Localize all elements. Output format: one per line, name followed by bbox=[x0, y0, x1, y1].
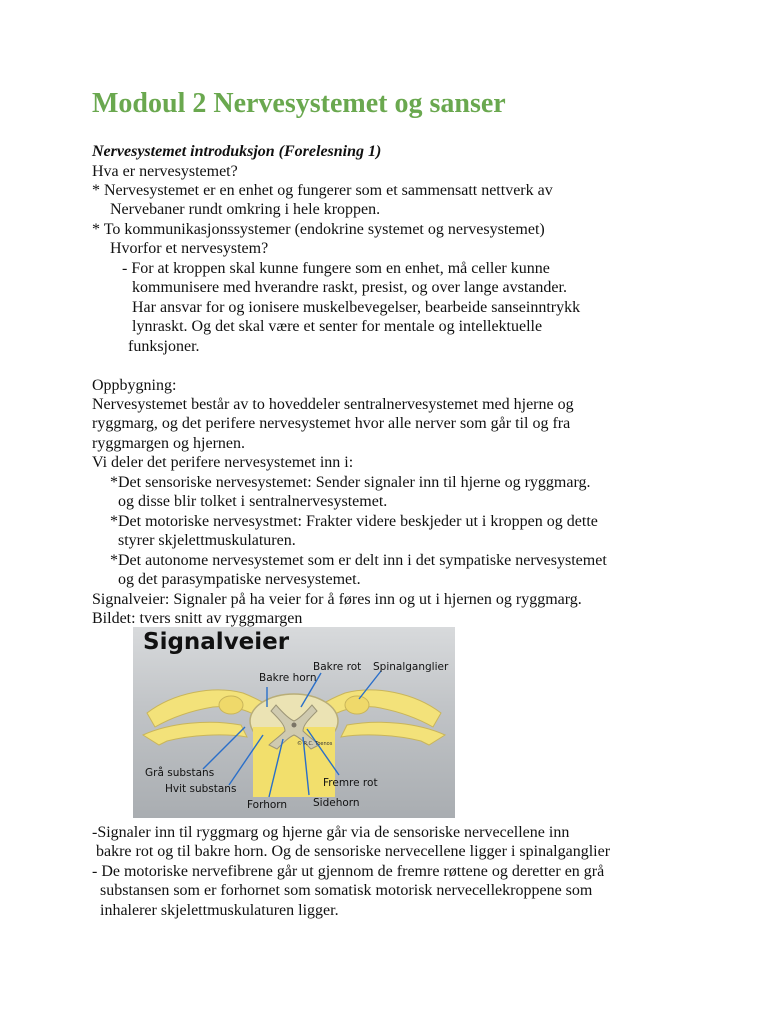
text-line: Hva er nervesystemet? bbox=[92, 163, 238, 180]
text-line: Bildet: tvers snitt av ryggmargen bbox=[92, 610, 303, 627]
text-line: - De motoriske nervefibrene går ut gjennom de fremre røttene og deretter en grå bbox=[92, 863, 605, 880]
text-line: og disse blir tolket i sentralnervesystemet. bbox=[118, 493, 388, 510]
central-canal bbox=[292, 723, 297, 728]
text-line: -Signaler inn til ryggmarg og hjerne går via de sensoriske nervecellene inn bbox=[92, 824, 570, 841]
text-line: * To kommunikasjonssystemer (endokrine systemet og nervesystemet) bbox=[92, 221, 545, 238]
text-line: ryggmargen og hjernen. bbox=[92, 435, 245, 452]
section-heading: Nervesystemet introduksjon (Forelesning 1) bbox=[92, 143, 382, 160]
right-ganglion bbox=[345, 696, 369, 714]
text-line: funksjoner. bbox=[128, 338, 200, 355]
text-line: ryggmarg, og det perifere nervesystemet hvor alle nerver som går til og fra bbox=[92, 415, 571, 432]
label-bakre-rot: Bakre rot bbox=[313, 661, 362, 673]
text-line: Signalveier: Signaler på ha veier for å føres inn og ut i hjernen og ryggmarg. bbox=[92, 591, 582, 608]
spinal-cord-figure bbox=[133, 627, 455, 818]
left-nerve-upper bbox=[147, 690, 267, 727]
text-line: *Det sensoriske nervesystemet: Sender signaler inn til hjerne og ryggmarg. bbox=[110, 474, 591, 491]
section-label: Oppbygning: bbox=[92, 377, 177, 394]
text-line: substansen som er forhornet som somatisk motorisk nervecellekroppene som bbox=[100, 882, 593, 899]
text-line: lynraskt. Og det skal være et senter for mentale og intellektuelle bbox=[132, 318, 543, 335]
left-ganglion bbox=[219, 696, 243, 714]
text-line: inhalerer skjelettmuskulaturen ligger. bbox=[100, 902, 339, 919]
figure-title: Signalveier bbox=[143, 629, 290, 655]
figure-credit: © R.C. Toenos bbox=[297, 741, 333, 747]
text-line: *Det autonome nervesystemet som er delt inn i det sympatiske nervesystemet bbox=[110, 552, 607, 569]
text-line: Hvorfor et nervesystem? bbox=[110, 240, 269, 257]
text-line: * Nervesystemet er en enhet og fungerer som et sammensatt nettverk av bbox=[92, 182, 553, 199]
label-gra-substans: Grå substans bbox=[145, 767, 215, 779]
label-bakre-horn: Bakre horn bbox=[259, 672, 317, 684]
label-spinalganglier: Spinalganglier bbox=[373, 661, 449, 673]
text-line: styrer skjelettmuskulaturen. bbox=[118, 532, 296, 549]
text-line: og det parasympatiske nervesystemet. bbox=[118, 571, 361, 588]
text-line: *Det motoriske nervesystmet: Frakter videre beskjeder ut i kroppen og dette bbox=[110, 513, 598, 530]
document-title: Modoul 2 Nervesystemet og sanser bbox=[92, 88, 506, 119]
text-line: Nervesystemet består av to hoveddeler sentralnervesystemet med hjerne og bbox=[92, 396, 574, 413]
text-line: Nervebaner rundt omkring i hele kroppen. bbox=[110, 201, 381, 218]
right-nerve-upper bbox=[321, 690, 441, 727]
label-hvit-substans: Hvit substans bbox=[165, 783, 237, 795]
text-line: kommunisere med hverandre raskt, presist, og over lange avstander. bbox=[132, 279, 567, 296]
text-line: Vi deler det perifere nervesystemet inn i: bbox=[92, 454, 354, 471]
right-nerve-lower bbox=[341, 722, 445, 745]
text-line: bakre rot og til bakre horn. Og de sensoriske nervecellene ligger i spinalganglier bbox=[96, 843, 611, 860]
label-sidehorn: Sidehorn bbox=[313, 797, 360, 809]
label-fremre-rot: Fremre rot bbox=[323, 777, 378, 789]
label-forhorn: Forhorn bbox=[247, 799, 288, 811]
text-line: Har ansvar for og ionisere muskelbevegelser, bearbeide sanseinntrykk bbox=[132, 299, 581, 316]
text-line: - For at kroppen skal kunne fungere som en enhet, må celler kunne bbox=[122, 260, 550, 277]
